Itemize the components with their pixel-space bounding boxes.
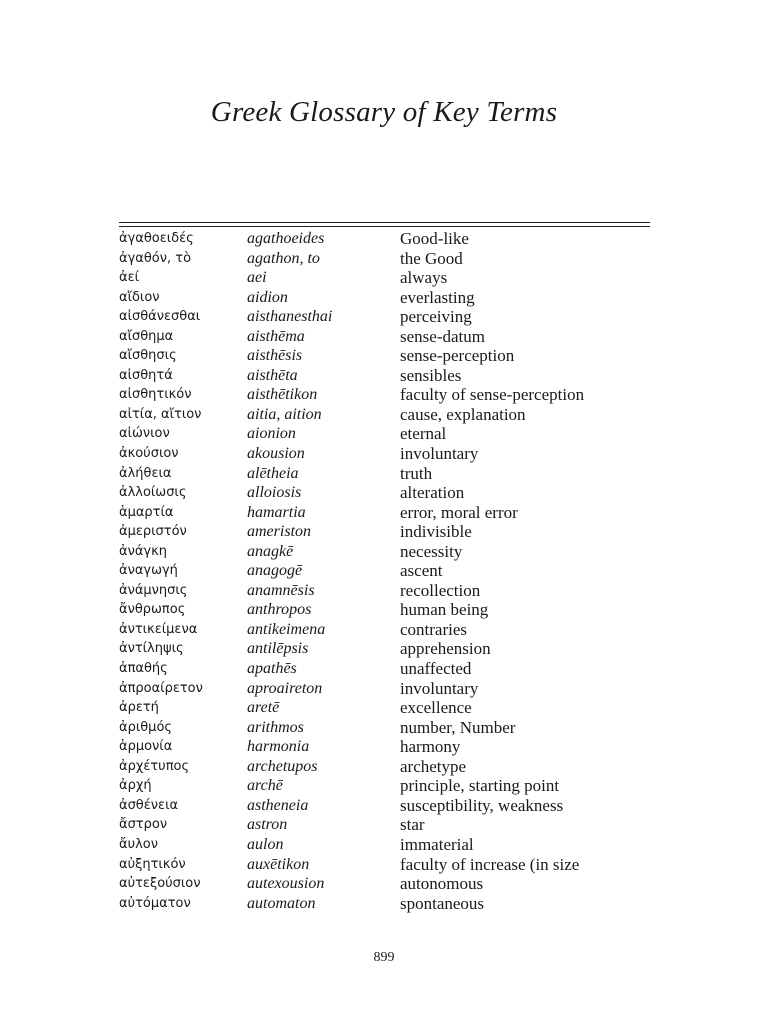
greek-term: ἄνθρωπος xyxy=(119,602,186,618)
transliteration: aitia, aition xyxy=(247,405,322,423)
top-rule-double xyxy=(119,226,650,227)
glossary-row xyxy=(119,698,659,718)
glossary-row xyxy=(119,249,659,269)
transliteration: aidion xyxy=(247,288,288,306)
english-meaning: recollection xyxy=(400,580,481,600)
transliteration: antikeimena xyxy=(247,620,326,638)
english-meaning: star xyxy=(400,815,425,835)
english-meaning: truth xyxy=(400,463,433,483)
transliteration: hamartia xyxy=(247,503,306,521)
glossary-row xyxy=(119,639,659,659)
page-number: 899 xyxy=(373,950,395,965)
greek-term: ἀεί xyxy=(119,270,139,286)
english-meaning: number, Number xyxy=(400,717,516,737)
transliteration: anagkē xyxy=(247,542,294,560)
english-meaning: excellence xyxy=(400,698,472,718)
glossary-row xyxy=(119,503,659,523)
greek-term: ἀπαθής xyxy=(119,661,168,677)
page-title: Greek Glossary of Key Terms xyxy=(210,96,558,128)
greek-term: ἀντίληψις xyxy=(119,641,184,657)
english-meaning: alteration xyxy=(400,483,465,503)
transliteration: arithmos xyxy=(247,718,304,736)
english-meaning: sense-perception xyxy=(400,346,515,366)
greek-term: ἀμεριστόν xyxy=(119,524,187,540)
english-meaning: autonomous xyxy=(400,874,484,894)
english-meaning: human being xyxy=(400,600,489,620)
glossary-row xyxy=(119,561,659,581)
transliteration: aisthēma xyxy=(247,327,305,345)
glossary-row xyxy=(119,796,659,816)
transliteration: aulon xyxy=(247,835,284,853)
glossary-row xyxy=(119,464,659,484)
transliteration: anagogē xyxy=(247,562,303,580)
english-meaning: cause, explanation xyxy=(400,404,526,424)
glossary-row xyxy=(119,620,659,640)
glossary-row xyxy=(119,444,659,464)
greek-term: ἀρχέτυπος xyxy=(119,758,190,774)
transliteration: aionion xyxy=(247,425,296,443)
greek-term: ἀναγωγή xyxy=(119,563,178,579)
greek-term: ἀριθμός xyxy=(119,719,173,735)
greek-term: αὐτεξούσιον xyxy=(119,876,201,892)
transliteration: archetupos xyxy=(247,757,318,775)
greek-term: ἀπροαίρετον xyxy=(119,680,203,696)
glossary-row xyxy=(119,835,659,855)
english-meaning: immaterial xyxy=(400,834,474,854)
greek-term: αἰσθητά xyxy=(119,367,173,383)
glossary-row xyxy=(119,288,659,308)
glossary-row xyxy=(119,522,659,542)
greek-term: αἴσθησις xyxy=(119,348,177,364)
english-meaning: apprehension xyxy=(400,639,491,659)
transliteration: alloiosis xyxy=(247,484,302,502)
transliteration: anamnēsis xyxy=(247,581,315,599)
glossary-row xyxy=(119,542,659,562)
glossary-row xyxy=(119,855,659,875)
english-meaning: everlasting xyxy=(400,287,475,307)
english-meaning: necessity xyxy=(400,541,463,561)
english-meaning: eternal xyxy=(400,424,447,444)
transliteration: aisthēta xyxy=(247,366,298,384)
glossary-row xyxy=(119,659,659,679)
english-meaning: the Good xyxy=(400,248,463,268)
glossary-row xyxy=(119,874,659,894)
transliteration: ameriston xyxy=(247,523,311,541)
greek-term: αἴσθημα xyxy=(119,328,174,344)
transliteration: agathon, to xyxy=(247,249,320,267)
glossary-row xyxy=(119,815,659,835)
english-meaning: indivisible xyxy=(400,522,472,542)
english-meaning: sense-datum xyxy=(400,326,485,346)
greek-term: αἰσθάνεσθαι xyxy=(119,309,201,325)
greek-term: ἁρμονία xyxy=(119,739,173,755)
glossary-row xyxy=(119,229,659,249)
glossary-row xyxy=(119,600,659,620)
glossary-row xyxy=(119,581,659,601)
glossary-row xyxy=(119,718,659,738)
greek-term: ἀγαθόν, τὸ xyxy=(119,250,192,266)
glossary-row xyxy=(119,679,659,699)
greek-term: ἀγαθοειδές xyxy=(119,231,194,246)
greek-term: ἀρχή xyxy=(119,778,152,794)
greek-term: αἴδιον xyxy=(119,289,160,305)
english-meaning: spontaneous xyxy=(400,893,485,913)
transliteration: anthropos xyxy=(247,601,312,619)
greek-term: ἀκούσιον xyxy=(119,446,179,462)
greek-term: αὐτόματον xyxy=(119,895,191,911)
english-meaning: involuntary xyxy=(400,678,479,698)
greek-term: ἀρετή xyxy=(119,700,159,716)
transliteration: aei xyxy=(247,269,267,287)
glossary-row xyxy=(119,757,659,777)
english-meaning: error, moral error xyxy=(400,502,518,522)
glossary-row xyxy=(119,894,659,914)
greek-term: ἄστρον xyxy=(119,817,168,833)
english-meaning: perceiving xyxy=(400,307,472,327)
english-meaning: sensibles xyxy=(400,365,462,385)
greek-term: ἀλήθεια xyxy=(119,465,172,481)
greek-term: ἄυλον xyxy=(119,836,158,852)
transliteration: astron xyxy=(247,816,288,834)
transliteration: apathēs xyxy=(247,660,297,678)
transliteration: aretē xyxy=(247,699,280,717)
transliteration: aisthētikon xyxy=(247,386,318,404)
transliteration: aisthēsis xyxy=(247,347,303,365)
greek-term: αἰώνιον xyxy=(119,426,170,442)
glossary-table xyxy=(119,229,659,913)
greek-term: αἰσθητικόν xyxy=(119,387,192,403)
greek-term: αὐξητικόν xyxy=(119,856,186,872)
glossary-row xyxy=(119,737,659,757)
transliteration: agathoeides xyxy=(247,230,325,247)
transliteration: archē xyxy=(247,777,283,795)
glossary-row xyxy=(119,327,659,347)
greek-term: ἀσθένεια xyxy=(119,797,179,813)
greek-term: ἀλλοίωσις xyxy=(119,485,187,501)
glossary-row xyxy=(119,346,659,366)
glossary-row xyxy=(119,385,659,405)
english-meaning: faculty of increase (in size xyxy=(400,854,580,874)
transliteration: autexousion xyxy=(247,875,325,893)
glossary-row xyxy=(119,268,659,288)
english-meaning: always xyxy=(400,268,448,288)
greek-term: ἀντικείμενα xyxy=(119,621,198,637)
transliteration: harmonia xyxy=(247,738,310,756)
glossary-row xyxy=(119,424,659,444)
greek-term: αἰτία, αἴτιον xyxy=(119,406,202,422)
transliteration: akousion xyxy=(247,445,305,463)
top-rule xyxy=(119,222,650,223)
transliteration: astheneia xyxy=(247,796,309,814)
transliteration: antilēpsis xyxy=(247,640,309,658)
english-meaning: principle, starting point xyxy=(400,776,560,796)
greek-term: ἁμαρτία xyxy=(119,504,174,520)
transliteration: aisthanesthai xyxy=(247,308,333,326)
english-meaning: involuntary xyxy=(400,444,479,464)
english-meaning: harmony xyxy=(400,737,461,757)
english-meaning: contraries xyxy=(400,619,468,639)
greek-term: ἀνάγκη xyxy=(119,543,167,559)
transliteration: alētheia xyxy=(247,464,299,482)
english-meaning: ascent xyxy=(400,561,443,581)
transliteration: automaton xyxy=(247,894,316,912)
glossary-row xyxy=(119,366,659,386)
greek-term: ἀνάμνησις xyxy=(119,582,188,598)
english-meaning: unaffected xyxy=(400,659,472,679)
transliteration: auxētikon xyxy=(247,855,310,873)
glossary-row xyxy=(119,307,659,327)
glossary-row xyxy=(119,405,659,425)
english-meaning: Good-like xyxy=(400,229,469,248)
glossary-row xyxy=(119,776,659,796)
glossary-row xyxy=(119,483,659,503)
english-meaning: archetype xyxy=(400,756,467,776)
english-meaning: susceptibility, weakness xyxy=(400,795,564,815)
english-meaning: faculty of sense-perception xyxy=(400,385,585,405)
transliteration: aproaireton xyxy=(247,679,323,697)
